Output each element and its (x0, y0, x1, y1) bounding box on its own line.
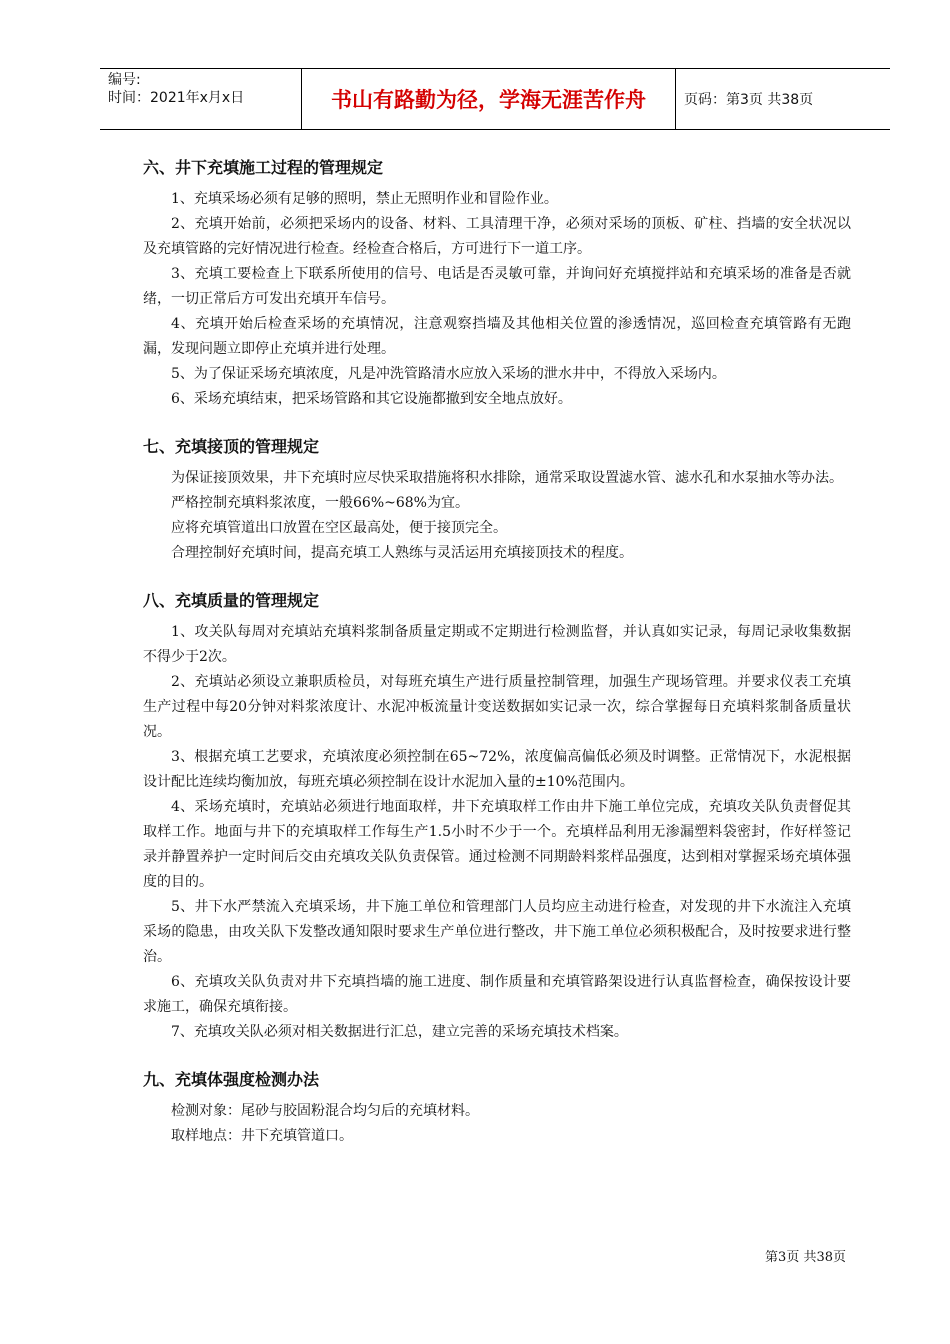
section-title: 九、充填体强度检测办法 (143, 1070, 320, 1089)
paragraph: 4、充填开始后检查采场的充填情况，注意观察挡墙及其他相关位置的渗透情况，巡回检查充填管路有无跑漏，发现问题立即停止充填并进行处理。 (143, 316, 851, 357)
paragraph: 2、充填开始前，必须把采场内的设备、材料、工具清理干净，必须对采场的顶板、矿柱、挡墙的安全状况以及充填管路的完好情况进行检查。经检查合格后，方可进行下一道工序。 (143, 216, 851, 257)
paragraph: 3、根据充填工艺要求，充填浓度必须控制在65~72%，浓度偏高偏低必须及时调整。正常情况下，水泥根据设计配比连续均衡加放，每班充填必须控制在设计水泥加入量的±10%范围内。 (143, 749, 851, 790)
paragraph: 取样地点：井下充填管道口。 (171, 1128, 353, 1144)
paragraph: 严格控制充填料浆浓度，一般66%~68%为宜。 (171, 495, 469, 511)
section-8 (143, 588, 851, 1045)
paragraph: 7、充填攻关队必须对相关数据进行汇总，建立完善的采场充填技术档案。 (171, 1024, 628, 1040)
page-footer: 第3页 共38页 (765, 1250, 846, 1265)
document-time-label: 时间：2021年x月x日 (108, 90, 245, 106)
paragraph: 6、充填攻关队负责对井下充填挡墙的施工进度、制作质量和充填管路架设进行认真监督检查，确保按设计要求施工，确保充填衔接。 (143, 974, 851, 1015)
paragraph: 合理控制好充填时间，提高充填工人熟练与灵活运用充填接顶技术的程度。 (171, 545, 633, 561)
section-7 (143, 434, 851, 566)
paragraph: 3、充填工要检查上下联系所使用的信号、电话是否灵敏可靠，并询问好充填搅拌站和充填采场的准备是否就绪，一切正常后方可发出充填开车信号。 (143, 266, 851, 307)
paragraph: 1、充填采场必须有足够的照明，禁止无照明作业和冒险作业。 (171, 191, 558, 207)
paragraph: 应将充填管道出口放置在空区最高处，便于接顶完全。 (171, 520, 507, 536)
section-title: 七、充填接顶的管理规定 (143, 437, 320, 456)
paragraph: 6、采场充填结束，把采场管路和其它设施都撤到安全地点放好。 (171, 391, 572, 407)
paragraph: 4、采场充填时，充填站必须进行地面取样，井下充填取样工作由井下施工单位完成，充填攻关队负责督促其取样工作。地面与井下的充填取样工作每生产1.5小时不少于一个。充填样品利用无渗漏塑料袋密封，作好样签记录并静置养护一定时间后交由充填攻关队负责保管。通过检测不同期龄料浆样品强度，达到相对掌握采场充填体强度的目的。 (143, 799, 851, 890)
paragraph: 5、为了保证采场充填浓度，凡是冲洗管路清水应放入采场的泄水井中，不得放入采场内。 (171, 366, 726, 382)
header-motto: 书山有路勤为径，学海无涯苦作舟 (302, 69, 676, 129)
section-9 (143, 1067, 851, 1149)
paragraph: 2、充填站必须设立兼职质检员，对每班充填生产进行质量控制管理，加强生产现场管理。并要求仪表工充填生产过程中每20分钟对料浆浓度计、水泥冲板流量计变送数据如实记录一次，综合掌握每日充填料浆制备质量状况。 (143, 674, 851, 740)
paragraph: 1、攻关队每周对充填站充填料浆制备质量定期或不定期进行检测监督，并认真如实记录，每周记录收集数据不得少于2次。 (143, 624, 851, 665)
page-header (100, 68, 890, 130)
paragraph: 5、井下水严禁流入充填采场，井下施工单位和管理部门人员均应主动进行检查，对发现的井下水流注入充填采场的隐患，由攻关队下发整改通知限时要求生产单位进行整改，井下施工单位必须积极配合，及时按要求进行整治。 (143, 899, 851, 965)
section-title: 六、井下充填施工过程的管理规定 (143, 158, 384, 177)
paragraph: 检测对象：尾砂与胶固粉混合均匀后的充填材料。 (171, 1103, 479, 1119)
paragraph: 为保证接顶效果，井下充填时应尽快采取措施将积水排除，通常采取设置滤水管、滤水孔和水泵抽水等办法。 (171, 470, 843, 486)
section-title: 八、充填质量的管理规定 (143, 591, 320, 610)
document-body (143, 155, 851, 1171)
header-left-cell (100, 69, 302, 129)
section-6 (143, 155, 851, 412)
document-number-label: 编号: (108, 72, 141, 88)
header-page-label: 页码：第3页 共38页 (684, 92, 814, 108)
